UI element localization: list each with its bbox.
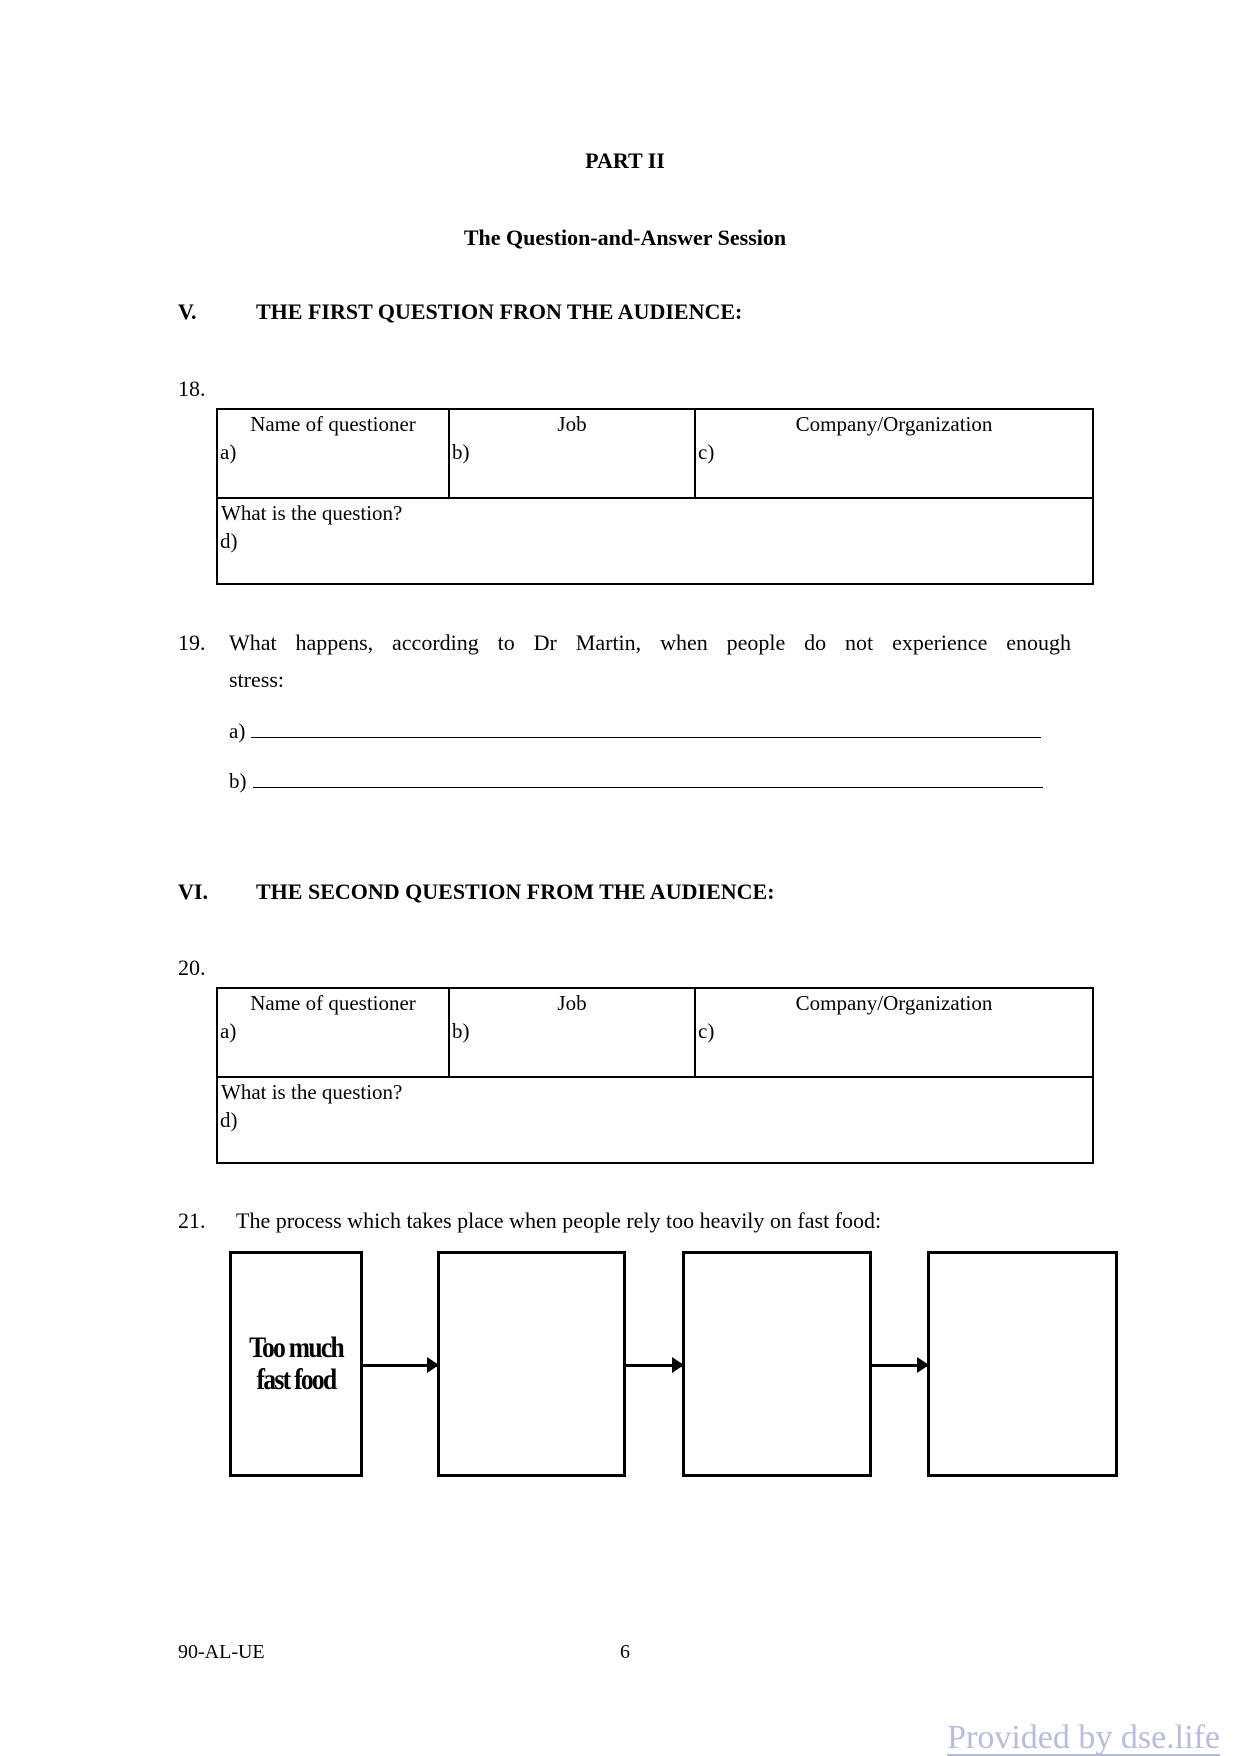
part-heading: PART II bbox=[585, 148, 665, 173]
job-cell[interactable] bbox=[448, 989, 694, 1076]
section-vi-numeral: VI. bbox=[178, 879, 208, 904]
answer-label: b) bbox=[229, 769, 247, 793]
column-header: Name of questioner bbox=[250, 412, 416, 436]
what-is-the-question-cell[interactable] bbox=[218, 499, 1092, 583]
field-label: d) bbox=[220, 1108, 238, 1132]
question-19-text-line2: stress: bbox=[229, 667, 284, 692]
question-21-number: 21. bbox=[178, 1208, 206, 1233]
page-number: 6 bbox=[620, 1641, 630, 1663]
table-row bbox=[218, 410, 1092, 499]
flow-box-text-line2: fast food bbox=[256, 1363, 336, 1396]
field-label: c) bbox=[698, 1019, 715, 1043]
answer-blank-line[interactable] bbox=[253, 767, 1043, 788]
question-19-text-line1: What happens, according to Dr Martin, when people do not experience enough bbox=[229, 630, 1071, 655]
answer-blank-line[interactable] bbox=[251, 717, 1041, 738]
flow-box-1 bbox=[229, 1251, 363, 1477]
what-is-the-question-cell[interactable] bbox=[218, 1078, 1092, 1162]
answer-19b-field[interactable] bbox=[229, 767, 1043, 794]
question-18-number: 18. bbox=[178, 376, 206, 401]
flow-box-text-line1: Too much bbox=[249, 1331, 343, 1364]
section-v-title: THE FIRST QUESTION FRON THE AUDIENCE: bbox=[256, 299, 743, 324]
watermark-link[interactable]: Provided by dse.life bbox=[947, 1719, 1220, 1756]
flow-box-4[interactable] bbox=[927, 1251, 1118, 1477]
name-of-questioner-cell[interactable] bbox=[218, 989, 448, 1076]
field-label: b) bbox=[452, 1019, 470, 1043]
answer-19a-field[interactable] bbox=[229, 717, 1041, 744]
column-header: Job bbox=[557, 991, 587, 1015]
session-subtitle: The Question-and-Answer Session bbox=[463, 225, 787, 250]
field-label: c) bbox=[698, 440, 715, 464]
field-label: d) bbox=[220, 529, 238, 553]
column-header: Company/Organization bbox=[795, 991, 993, 1015]
field-label: a) bbox=[220, 440, 237, 464]
table-row bbox=[218, 989, 1092, 1078]
question-prompt: What is the question? bbox=[221, 501, 403, 525]
flow-arrow-2 bbox=[626, 1364, 682, 1367]
company-organization-cell[interactable] bbox=[694, 989, 1092, 1076]
question-21-text: The process which takes place when people rely too heavily on fast food: bbox=[236, 1208, 882, 1233]
question-prompt: What is the question? bbox=[221, 1080, 403, 1104]
column-header: Name of questioner bbox=[250, 991, 416, 1015]
field-label: a) bbox=[220, 1019, 237, 1043]
question-18-table bbox=[216, 408, 1094, 585]
section-v-numeral: V. bbox=[178, 299, 197, 324]
section-vi-title: THE SECOND QUESTION FROM THE AUDIENCE: bbox=[256, 879, 775, 904]
flow-box-3[interactable] bbox=[682, 1251, 872, 1477]
answer-label: a) bbox=[229, 719, 246, 743]
field-label: b) bbox=[452, 440, 470, 464]
column-header: Company/Organization bbox=[795, 412, 993, 436]
question-19-number: 19. bbox=[178, 630, 206, 655]
flow-box-2[interactable] bbox=[437, 1251, 626, 1477]
flow-arrow-3 bbox=[872, 1364, 927, 1367]
question-20-table bbox=[216, 987, 1094, 1164]
column-header: Job bbox=[557, 412, 587, 436]
name-of-questioner-cell[interactable] bbox=[218, 410, 448, 497]
question-20-number: 20. bbox=[178, 955, 206, 980]
exam-code: 90-AL-UE bbox=[178, 1641, 265, 1663]
job-cell[interactable] bbox=[448, 410, 694, 497]
company-organization-cell[interactable] bbox=[694, 410, 1092, 497]
flow-arrow-1 bbox=[363, 1364, 437, 1367]
